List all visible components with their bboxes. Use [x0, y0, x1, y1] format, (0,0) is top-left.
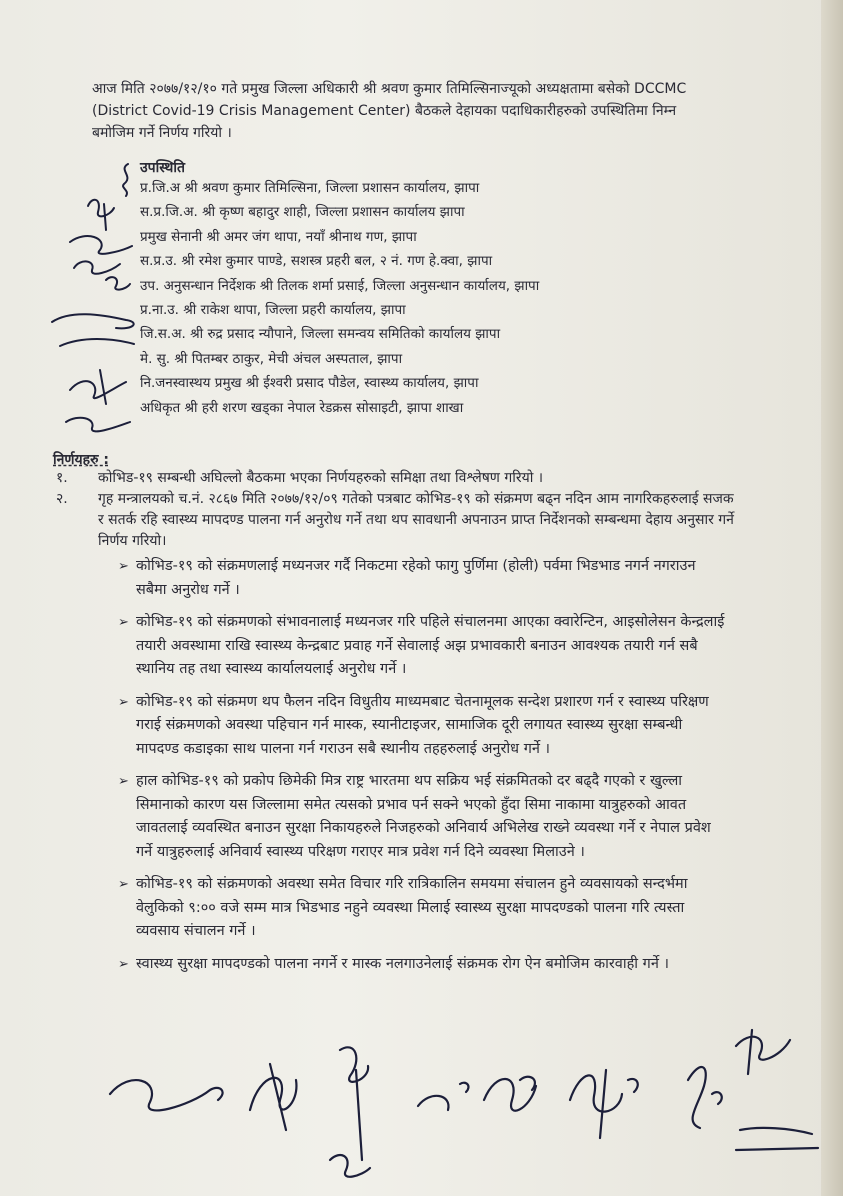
margin-signatures	[30, 160, 150, 440]
sub-decision-text: कोभिड-१९ को संक्रमण थप फैलन नदिन विधुतीय माध्यमबाट चेतनामूलक सन्देश प्रशारण गर्न र स्वास्थ्य परिक्षण गराई संक्रमणको अवस्था पहिचान गर्न मास्क, स्यानीटाइजर, सामाजिक दूरी लगायत स्वास्थ्य सुरक्षा सम्बन्धी मापदण्ड कडाइका साथ पालना गर्न गराउन सबै स्थानीय तहहरुलाई अनुरोध गर्ने ।	[136, 693, 709, 757]
sub-decision-text: कोभिड-१९ को संक्रमणको संभावनालाई मध्यनजर गरि पहिले संचालनमा आएका क्वारेन्टिन, आइसोलेसन केन्द्रलाई तयारी अवस्थामा राखि स्वास्थ्य केन्द्रबाट प्रवाह गर्ने सेवालाई अझ प्रभावकारी बनाउन आवश्यक तयारी गर्न सबै स्थानिय तह तथा स्वास्थ्य कार्यालयलाई अनुरोध गर्ने ।	[136, 614, 725, 677]
decision-item	[56, 468, 736, 489]
attendance-heading: उपस्थिति	[140, 160, 185, 176]
intro-paragraph: आज मिति २०७७/१२/१० गते प्रमुख जिल्ला अधिकारी श्री श्रवण कुमार तिमिल्सिनाज्यूको अध्यक्षतामा बसेको DCCMC (District Covid-19 Crisis Management Center) बैठकले देहायका पदाधिकारीहरुको उपस्थितिमा निम्न बमोजिम गर्ने निर्णय गरियो ।	[92, 81, 687, 141]
attendance-member: प्र.ना.उ. श्री राकेश थापा, जिल्ला प्रहरी कार्यालय, झापा	[140, 301, 406, 318]
sub-decision-item	[118, 953, 728, 977]
decisions-list	[56, 468, 736, 552]
sub-decision-item	[118, 770, 728, 864]
decision-number: १.	[56, 470, 68, 486]
arrow-bullet-icon: ➢	[118, 956, 129, 972]
attendance-member: स.प्र.उ. श्री रमेश कुमार पाण्डे, सशस्त्र प्रहरी बल, २ नं. गण हे.क्वा, झापा	[140, 253, 493, 270]
sub-decision-text: कोभिड-१९ को संक्रमणलाई मध्यनजर गर्दै निकटमा रहेको फागु पुर्णिमा (होली) पर्वमा भिडभाड नगर्न नगराउन सबैमा अनुरोध गर्ने ।	[136, 558, 696, 598]
decision-item	[56, 489, 736, 552]
sub-decision-text: कोभिड-१९ को संक्रमणको अवस्था समेत विचार गरि रात्रिकालिन समयमा संचालन हुने व्यवसायको सन्दर्भमा वेलुकिको ९:०० वजे सम्म मात्र भिडभाड नहुने व्यवस्था मिलाई स्वास्थ्य सुरक्षा मापदण्डको पालना गरि त्यस्ता व्यवसाय संचालन गर्ने ।	[136, 876, 688, 939]
attendance-list	[140, 176, 700, 420]
sub-decision-item	[118, 691, 728, 762]
attendance-member: अधिकृत श्री हरी शरण खड्का नेपाल रेडक्रस सोसाइटी, झापा शाखा	[140, 399, 464, 416]
sub-decision-item	[118, 611, 728, 682]
decisions-heading: निर्णयहरु :	[53, 452, 109, 468]
decision-text: कोभिड-१९ सम्बन्धी अघिल्लो बैठकमा भएका निर्णयहरुको समिक्षा तथा विश्लेषण गरियो ।	[98, 470, 544, 486]
arrow-bullet-icon: ➢	[118, 774, 129, 789]
arrow-bullet-icon: ➢	[118, 694, 129, 710]
sub-decision-text: हाल कोभिड-१९ को प्रकोप छिमेकी मित्र राष्ट्र भारतमा थप सक्रिय भई संक्रमितको दर बढ्दै गएको र खुल्ला सिमानाको कारण यस जिल्लामा समेत त्यसको प्रभाव पर्न सक्ने भएको हुँदा सिमा नाकामा यात्रुहरुको आवत जावतलाई व्यवस्थित बनाउन सुरक्षा निकायहरुले निजहरुको अनिवार्य अभिलेख राख्ने व्यवस्था गर्ने र नेपाल प्रवेश गर्ने यात्रुहरुलाई अनिवार्य स्वास्थ्य परिक्षण गराएर मात्र प्रवेश गर्न दिने व्यवस्था मिलाउने ।	[136, 773, 711, 860]
attendance-member: उप. अनुसन्धान निर्देशक श्री तिलक शर्मा प्रसाई, जिल्ला अनुसन्धान कार्यालय, झापा	[140, 277, 540, 294]
arrow-bullet-icon: ➢	[118, 877, 129, 892]
attendance-member: स.प्र.जि.अ. श्री कृष्ण बहादुर शाही, जिल्ला प्रशासन कार्यालय झापा	[140, 204, 465, 221]
attendance-member: मे. सु. श्री पितम्बर ठाकुर, मेची अंचल अस्पताल, झापा	[140, 350, 403, 367]
arrow-bullet-icon: ➢	[118, 615, 129, 630]
attendance-member: जि.स.अ. श्री रुद्र प्रसाद न्यौपाने, जिल्ला समन्वय समितिको कार्यालय झापा	[140, 326, 501, 343]
decision-text: गृह मन्त्रालयको च.नं. २८६७ मिति २०७७/१२/०९ गतेको पत्रबाट कोभिड-१९ को संक्रमण बढ्न नदिन आम नागरिकहरुलाई सजक र सतर्क रहि स्वास्थ्य मापदण्ड पालना गर्न अनुरोध गर्ने तथा थप सावधानी अपनाउन प्राप्त निर्देशनको सम्बन्धमा देहाय अनुसार गर्ने निर्णय गरियो।	[98, 491, 734, 549]
arrow-bullet-icon: ➢	[118, 559, 129, 574]
attendance-member: नि.जनस्वास्थय प्रमुख श्री ईश्वरी प्रसाद पौडेल, स्वास्थ्य कार्यालय, झापा	[140, 375, 479, 392]
attendance-member: प्रमुख सेनानी श्री अमर जंग थापा, नयाँ श्रीनाथ गण, झापा	[140, 228, 417, 245]
bottom-signatures	[100, 1010, 843, 1196]
sub-decision-list	[118, 555, 728, 985]
decision-number: २.	[56, 491, 68, 507]
sub-decision-item	[118, 555, 728, 602]
sub-decision-text: स्वास्थ्य सुरक्षा मापदण्डको पालना नगर्ने र मास्क नलगाउनेलाई संक्रमक रोग ऐन बमोजिम कारवाही गर्ने ।	[136, 955, 669, 972]
attendance-member: प्र.जि.अ श्री श्रवण कुमार तिमिल्सिना, जिल्ला प्रशासन कार्यालय, झापा	[140, 180, 480, 196]
sub-decision-item	[118, 873, 728, 944]
